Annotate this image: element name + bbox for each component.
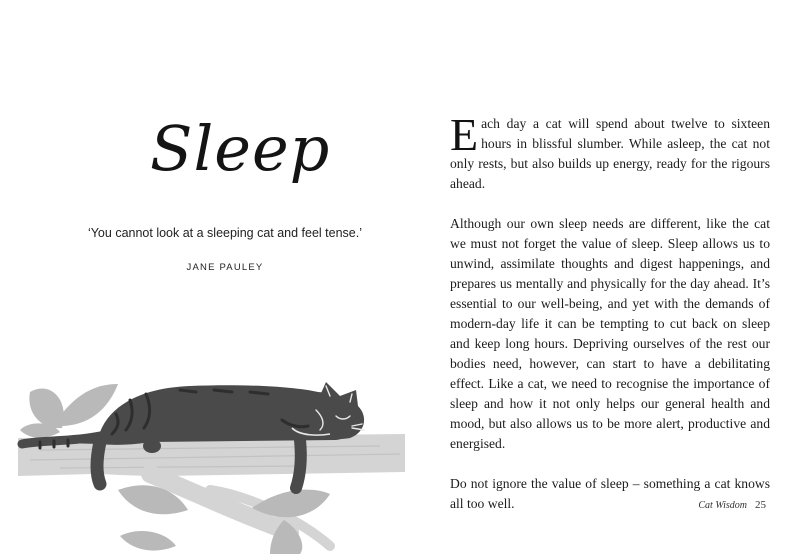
page-number: 25 xyxy=(755,499,766,511)
sleeping-cat-on-branch-icon xyxy=(0,370,410,554)
paragraph-3: Do not ignore the value of sleep – something a cat knows all too well. xyxy=(450,476,770,511)
body-text xyxy=(450,109,770,534)
chapter-title: Sleep xyxy=(150,112,331,185)
paragraph-2: Although our own sleep needs are different, like the cat we must not forget the value of sleep. Sleep allows us to unwind, assimilate thoughts and digest happenings, and prepares us mentally and physically for the day ahead. It’s essential to our well-being, and yet with the demands of modern-day life it can be tempting to cut back on sleep and keep long hours. Depriving ourselves of the rest our bodies need, however, can start to have a debilitating effect. Like a cat, we need to recognise the importance of sleep and how it not only helps our general health and mood, but also allows us to be more alert, productive and energised. xyxy=(450,216,770,451)
running-title: Cat Wisdom xyxy=(698,500,747,511)
paragraph-1-text: ach day a cat will spend about twelve to sixteen hours in blissful slumber. While asleep, the cat not only rests, but also builds up energy, ready for the rigours ahead. xyxy=(450,116,770,191)
page-footer xyxy=(698,499,766,511)
paragraph-1 xyxy=(450,109,770,194)
drop-cap: E xyxy=(450,109,479,160)
epigraph-quote: ‘You cannot look at a sleeping cat and feel tense.’ xyxy=(87,226,363,240)
epigraph-author: JANE PAULEY xyxy=(186,262,264,273)
